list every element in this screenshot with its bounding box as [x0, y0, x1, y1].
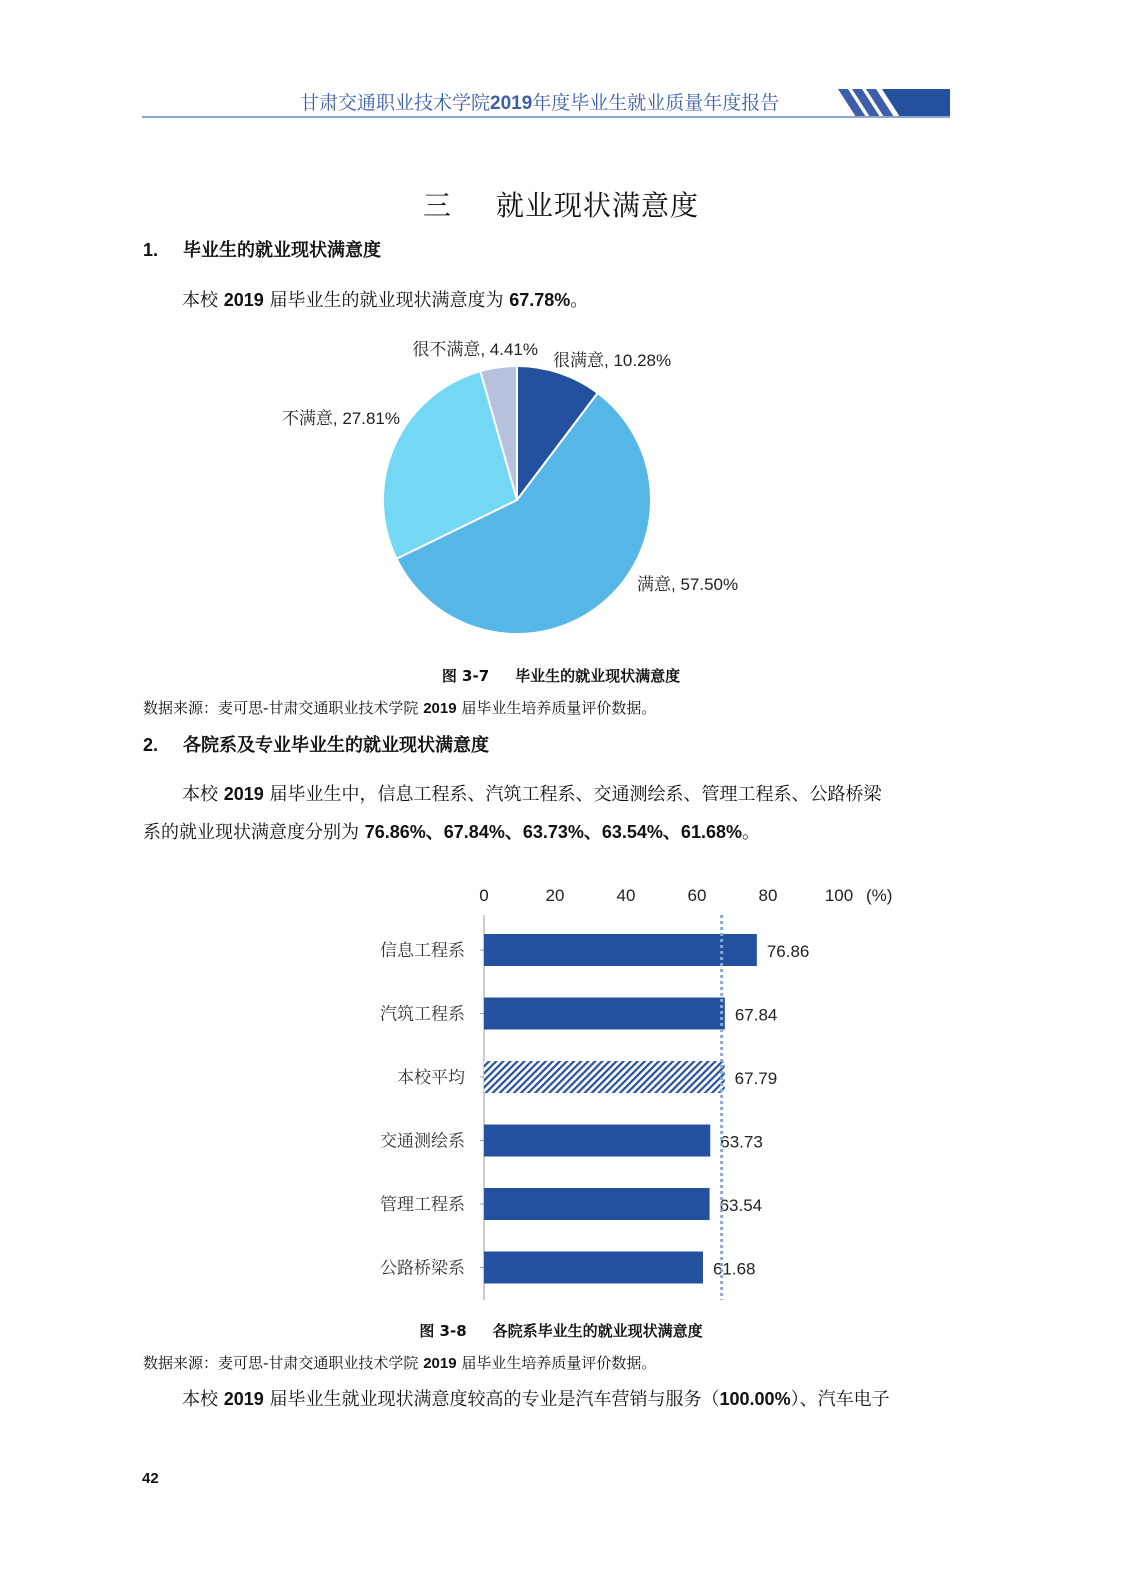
value-label-5: 63.54 — [719, 1196, 763, 1215]
pie-chart — [0, 330, 1122, 650]
category-label-5: 管理工程系 — [380, 1195, 465, 1214]
value-label-1: 76.86 — [766, 942, 810, 961]
para3-mid: 届毕业生就业现状满意度较高的专业是汽车营销与服务（ — [263, 1389, 720, 1410]
para3-value: 100.00% — [719, 1389, 791, 1409]
para1-year: 2019 — [223, 290, 264, 310]
figure-1-title: 毕业生的就业现状满意度 — [515, 667, 681, 685]
figure-1-label: 图 3-7 — [441, 667, 490, 685]
para1-pre: 本校 — [182, 290, 224, 311]
paragraph-2-line-2 — [143, 818, 760, 844]
pie-label-2: 满意, 57.50% — [637, 575, 739, 594]
subheading-2-number: 2. — [143, 735, 159, 755]
subheading-1-title: 毕业生的就业现状满意度 — [183, 240, 381, 261]
report-header-title — [300, 88, 779, 115]
section-number: 三 — [422, 189, 452, 222]
section-title — [0, 184, 1122, 224]
bar-5 — [484, 1188, 710, 1220]
header-title-post: 年度毕业生就业质量年度报告 — [532, 92, 780, 114]
bar-3 — [484, 1061, 725, 1093]
para2-year: 2019 — [223, 784, 264, 804]
paragraph-3 — [182, 1385, 890, 1411]
bar-2 — [484, 998, 725, 1030]
x-tick-label: 100 — [824, 886, 854, 905]
x-tick-label: 60 — [687, 886, 707, 905]
para2-line2-end: 。 — [741, 822, 760, 843]
para1-end: 。 — [570, 290, 589, 311]
data-source-2 — [143, 1352, 656, 1373]
header-title-pre: 甘肃交通职业技术学院 — [300, 92, 491, 114]
bar-chart — [0, 870, 1122, 1310]
x-tick-label: 40 — [616, 886, 636, 905]
source1-pre: 数据来源：麦可思-甘肃交通职业技术学院 — [143, 699, 424, 717]
source1-year: 2019 — [423, 700, 457, 717]
para3-year: 2019 — [223, 1389, 264, 1409]
para3-pre: 本校 — [182, 1389, 224, 1410]
section-title-text: 就业现状满意度 — [496, 189, 700, 222]
figure-2-label: 图 3-8 — [419, 1322, 467, 1340]
figure-1-caption — [0, 665, 1122, 686]
paragraph-1 — [182, 286, 588, 312]
para1-mid: 届毕业生的就业现状满意度为 — [263, 290, 510, 311]
page-number: 42 — [142, 1470, 159, 1487]
subheading-2-title: 各院系及专业毕业生的就业现状满意度 — [183, 735, 489, 756]
source2-post: 届毕业生培养质量评价数据。 — [456, 1354, 657, 1372]
subheading-2 — [143, 731, 489, 757]
x-tick-label: 20 — [545, 886, 565, 905]
header-divider — [142, 116, 950, 118]
category-label-1: 信息工程系 — [380, 941, 465, 960]
bar-1 — [484, 934, 757, 966]
paragraph-2-line-1 — [182, 780, 882, 806]
source1-post: 届毕业生培养质量评价数据。 — [456, 699, 657, 717]
x-tick-label: 80 — [758, 886, 778, 905]
x-axis-unit: (%) — [866, 886, 893, 905]
source2-pre: 数据来源：麦可思-甘肃交通职业技术学院 — [143, 1354, 424, 1372]
subheading-1-number: 1. — [143, 240, 159, 260]
para3-post: ）、汽车电子 — [790, 1389, 890, 1410]
para2-line1-post: 届毕业生中，信息工程系、汽筑工程系、交通测绘系、管理工程系、公路桥梁 — [263, 784, 882, 805]
figure-2-title: 各院系毕业生的就业现状满意度 — [492, 1322, 703, 1340]
pie-label-4: 很不满意, 4.41% — [412, 340, 538, 359]
bar-6 — [484, 1252, 703, 1284]
category-label-2: 汽筑工程系 — [380, 1004, 465, 1024]
para2-values: 76.86%、67.84%、63.73%、63.54%、61.68% — [364, 822, 742, 842]
header-title-year: 2019 — [490, 93, 533, 114]
data-source-1 — [143, 697, 656, 718]
subheading-1 — [143, 236, 381, 262]
value-label-3: 67.79 — [734, 1069, 778, 1088]
figure-2-caption — [0, 1320, 1122, 1341]
para2-line2-pre: 系的就业现状满意度分别为 — [143, 822, 365, 843]
pie-label-3: 不满意, 27.81% — [281, 409, 400, 428]
para2-line1-pre: 本校 — [182, 784, 224, 805]
x-tick-label: 0 — [479, 886, 489, 905]
category-label-4: 交通测绘系 — [380, 1131, 465, 1151]
header-stripe-decoration — [838, 89, 950, 119]
value-label-4: 63.73 — [720, 1132, 763, 1152]
value-label-6: 61.68 — [712, 1259, 756, 1279]
bar-4 — [484, 1125, 710, 1157]
source2-year: 2019 — [423, 1355, 457, 1372]
value-label-2: 67.84 — [734, 1005, 778, 1025]
category-label-3: 本校平均 — [397, 1068, 465, 1087]
para1-value: 67.78% — [509, 290, 571, 310]
pie-label-1: 很满意, 10.28% — [553, 351, 672, 370]
category-label-6: 公路桥梁系 — [380, 1258, 465, 1278]
